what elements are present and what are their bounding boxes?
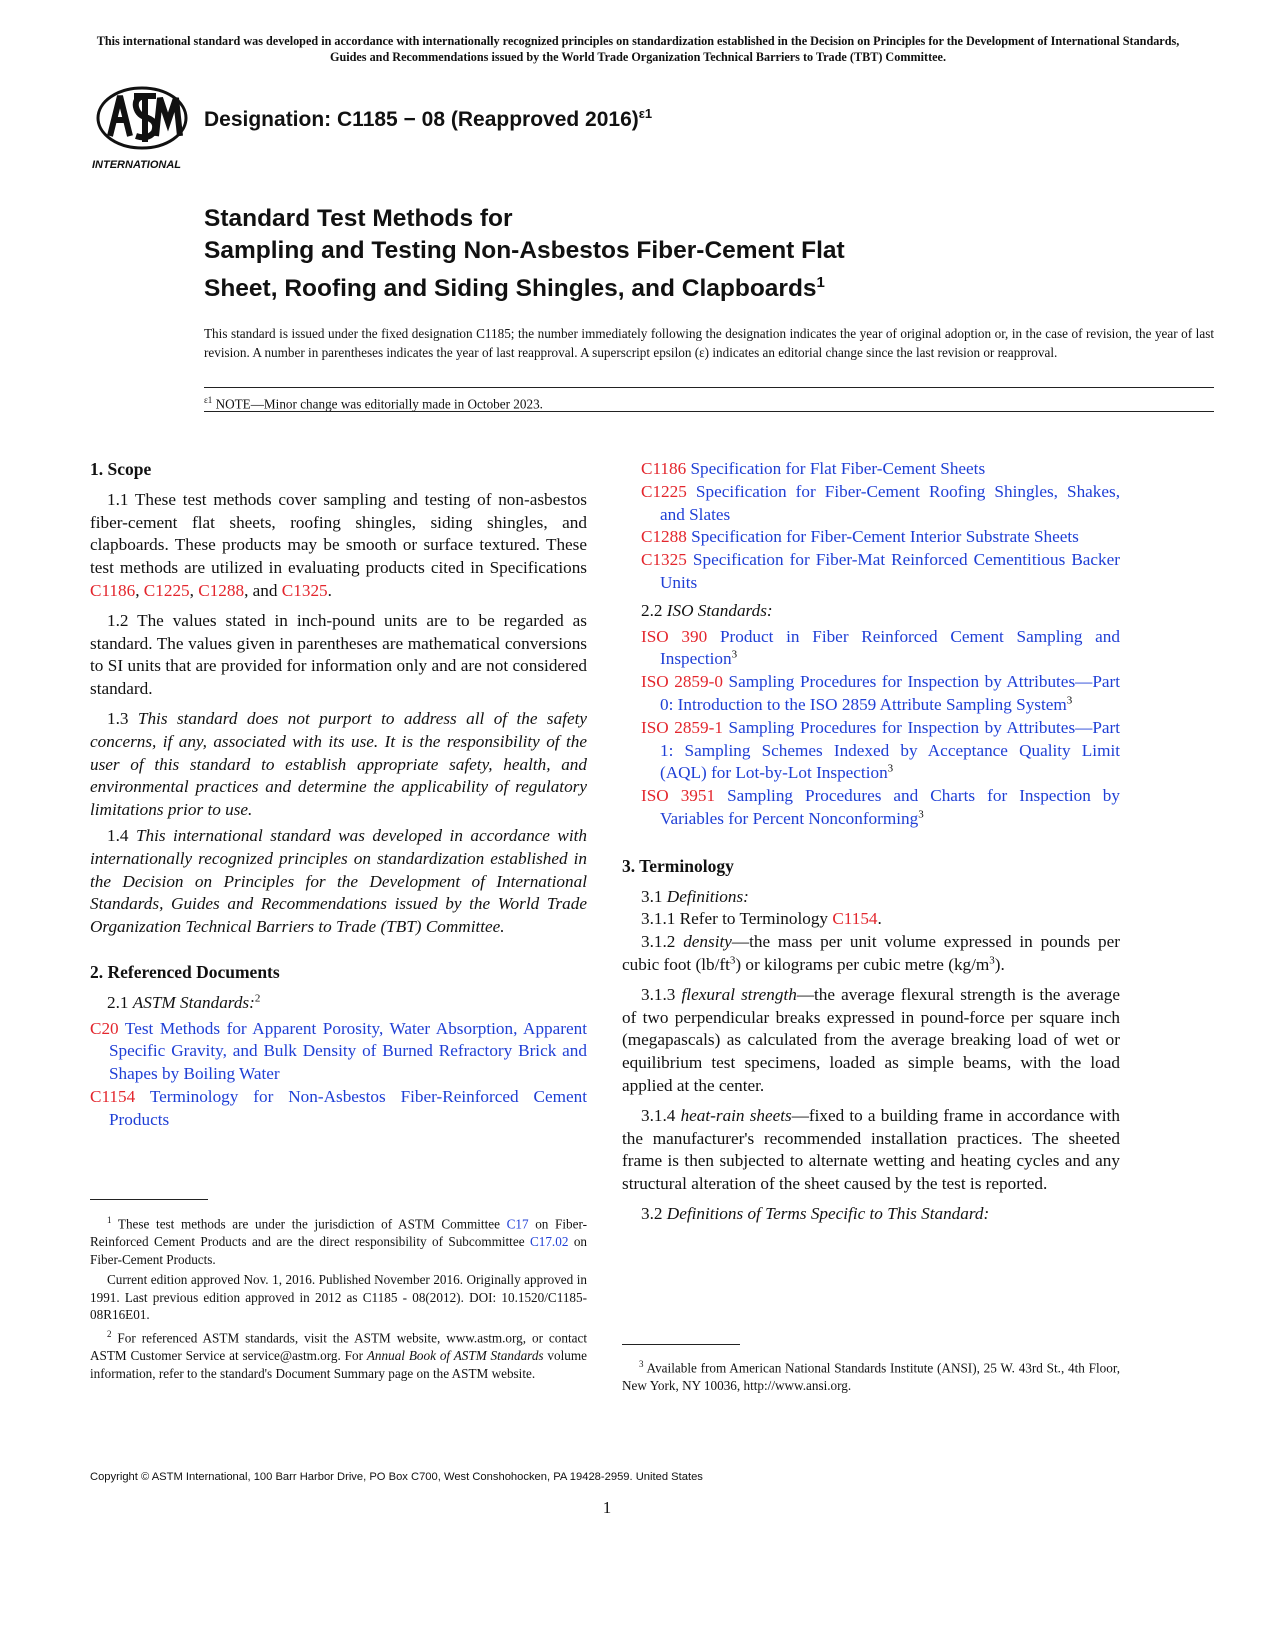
paragraph-1-2: 1.2 The values stated in inch-pound units are to be regarded as standard. The values given in parentheses are mathematical conversions to SI units that are provided for information only and are not considered standard. — [90, 610, 587, 699]
paragraph-1-1: 1.1 These test methods cover sampling and testing of non-asbestos fiber-cement flat sheets, roofing shingles, siding shingles, and clapboards. These products may be smooth or surface textured. These test methods are utilized in evaluating products cited in Specifications C1186, C1225, C1288, and C1325. — [90, 489, 587, 600]
link-c17-02[interactable]: C17.02 — [529, 1234, 569, 1250]
title-line-3: Sheet, Roofing and Siding Shingles, and Clapboards$^1$ — [204, 274, 825, 303]
link-c1288[interactable]: C1288 — [198, 580, 245, 600]
divider — [204, 387, 1214, 388]
link-c1325[interactable]: C1325 — [281, 580, 328, 600]
ref-item-c1186[interactable]: C1186 Specification for Flat Fiber-Cement Sheets — [641, 459, 986, 478]
ref-item-c1225[interactable]: C1225 Specification for Fiber-Cement Roofing Shingles, Shakes, and Slates — [641, 481, 1120, 524]
title-line-2: Sampling and Testing Non-Asbestos Fiber-Cement Flat — [204, 237, 845, 264]
designation — [204, 106, 652, 132]
definitions-label: 3.1 Definitions: — [641, 886, 749, 906]
footnotes-left — [90, 1212, 587, 1383]
astm-logo — [90, 82, 194, 174]
paragraph-1-4: 1.4 This international standard was developed in accordance with internationally recognized principles on standardization established in the Decision on Principles for the Development of International Standards, Guides and Recommendations issued by the World Trade Organization Technical Barriers to Trade (TBT) Committee. — [90, 825, 587, 937]
footnote-1: $^1$ These test methods are under the jurisdiction of ASTM Committee C17 on Fiber-Reinforced Cement Products and are the direct responsibility of Subcommittee C17.02 on Fiber-Cement Products. — [90, 1215, 588, 1267]
title-line-1: Standard Test Methods for — [204, 205, 513, 232]
ref-item-c20[interactable]: C20 Test Methods for Apparent Porosity, Water Absorption, Apparent Specific Gravity, and Bulk Density of Burned Refractory Brick and Shapes by Boiling Water — [90, 1018, 587, 1084]
ref-item-iso-390[interactable]: ISO 390 Product in Fiber Reinforced Cement Sampling and Inspection$^3$ — [641, 626, 1120, 669]
designation-text: Designation: C1185 − 08 (Reapproved 2016) — [204, 108, 639, 131]
definition-3-1-3: 3.1.3 flexural strength—the average flexural strength is the average of two perpendicular breaks expressed in pound-force per square inch (megapascals) as calculated from the average breaking load of wet or equilibrium test specimens, loaded as simple beams, with the load applied at the center. — [622, 984, 1120, 1095]
ref-item-c1288[interactable]: C1288 Specification for Fiber-Cement Interior Substrate Sheets — [641, 527, 1079, 547]
link-c17[interactable]: C17 — [506, 1216, 529, 1232]
ref-item-c1154[interactable]: C1154 Terminology for Non-Asbestos Fiber-Reinforced Cement Products — [90, 1086, 587, 1129]
ref-item-iso-2859-1[interactable]: ISO 2859-1 Sampling Procedures for Inspection by Attributes—Part 1: Sampling Schemes Indexed by Acceptance Quality Limit (AQL) for Lot-by-Lot Inspection$^3$ — [641, 717, 1121, 783]
definitions-specific-label: 3.2 Definitions of Terms Specific to This Standard: — [641, 1203, 990, 1223]
designation-sup: ε1 — [638, 106, 653, 121]
footnote-3: $^3$ Available from American National Standards Institute (ANSI), 25 W. 43rd St., 4th Floor, New York, NY 10036, http://www.ansi.org. — [622, 1359, 1120, 1394]
section-heading-terminology: 3. Terminology — [622, 855, 734, 876]
footnote-rule — [622, 1344, 740, 1345]
iso-standards-label: 2.2 ISO Standards: — [641, 600, 773, 620]
page-number: 1 — [602, 1498, 612, 1517]
definition-3-1-1: 3.1.1 Refer to Terminology C1154. — [641, 909, 882, 929]
divider — [204, 411, 1214, 412]
copyright-line: Copyright © ASTM International, 100 Barr Harbor Drive, PO Box C700, West Conshohocken, PA 19428-2959. United States — [90, 1471, 703, 1483]
section-heading-referenced-documents: 2. Referenced Documents — [90, 961, 280, 982]
top-notice: This international standard was developed in accordance with internationally recognized principles on standardization established in the Decision on Principles for the Development of International Standards, Guides and Recommendations issued by the World Trade Organization Technical Barriers to Trade (TBT) Committee. — [96, 34, 1180, 64]
paragraph-1-3: 1.3 This standard does not purport to address all of the safety concerns, if any, associated with its use. It is the responsibility of the user of this standard to establish appropriate safety, health, and environmental practices and determine the applicability of regulatory limitations prior to use. — [90, 708, 587, 820]
astm-standards-label: 2.1 ASTM Standards:$^2$ — [107, 992, 261, 1012]
link-c1154[interactable]: C1154 — [832, 909, 878, 929]
logo-text: INTERNATIONAL — [92, 159, 182, 171]
footnotes-right — [622, 1356, 1120, 1395]
ref-item-iso-3951[interactable]: ISO 3951 Sampling Procedures and Charts for Inspection by Variables for Percent Nonconforming$^3$ — [641, 786, 1120, 828]
editorial-note: $^{\varepsilon 1}$ NOTE—Minor change was editorially made in October 2023. — [204, 395, 543, 412]
footnote-edition: Current edition approved Nov. 1, 2016. Published November 2016. Originally approved in 1991. Last previous edition approved in 2012 as C1185 - 08(2012). DOI: 10.1520/C1185-08R16E01. — [90, 1271, 587, 1323]
document-title — [204, 203, 1214, 305]
issue-note: This standard is issued under the fixed designation C1185; the number immediately following the designation indicates the year of original adoption or, in the case of revision, the year of last revision. A number in parentheses indicates the year of last reapproval. A superscript epsilon (ε) indicates an editorial change since the last revision or reapproval. — [204, 326, 1214, 360]
definition-3-1-4: 3.1.4 heat-rain sheets—fixed to a building frame in accordance with the manufacturer's recommended installation practices. The sheeted frame is then subjected to alternate wetting and heating cycles and any structural alteration of the sheet caused by the test is reported. — [622, 1105, 1121, 1194]
footnote-rule — [90, 1199, 208, 1200]
footnote-2: $^2$ For referenced ASTM standards, visit the ASTM website, www.astm.org, or contact ASTM Customer Service at service@astm.org. For Annual Book of ASTM Standards volume information, refer to the standard's Document Summary page on the ASTM website. — [90, 1329, 587, 1382]
left-column — [90, 458, 587, 1132]
definition-3-1-2: 3.1.2 density—the mass per unit volume expressed in pounds per cubic foot $(lb/ft^3)$ or kilograms per cubic metre $(kg/m^3)$. — [622, 932, 1120, 974]
link-c1225[interactable]: C1225 — [143, 580, 190, 600]
ref-item-c1325[interactable]: C1325 Specification for Fiber-Mat Reinforced Cementitious Backer Units — [641, 550, 1120, 592]
ref-item-iso-2859-0[interactable]: ISO 2859-0 Sampling Procedures for Inspection by Attributes—Part 0: Introduction to the ISO 2859 Attribute Sampling System$^3$ — [641, 672, 1121, 714]
link-c1186[interactable]: C1186 — [90, 580, 136, 600]
section-heading-scope: 1. Scope — [90, 459, 152, 479]
right-column — [622, 458, 1121, 1226]
